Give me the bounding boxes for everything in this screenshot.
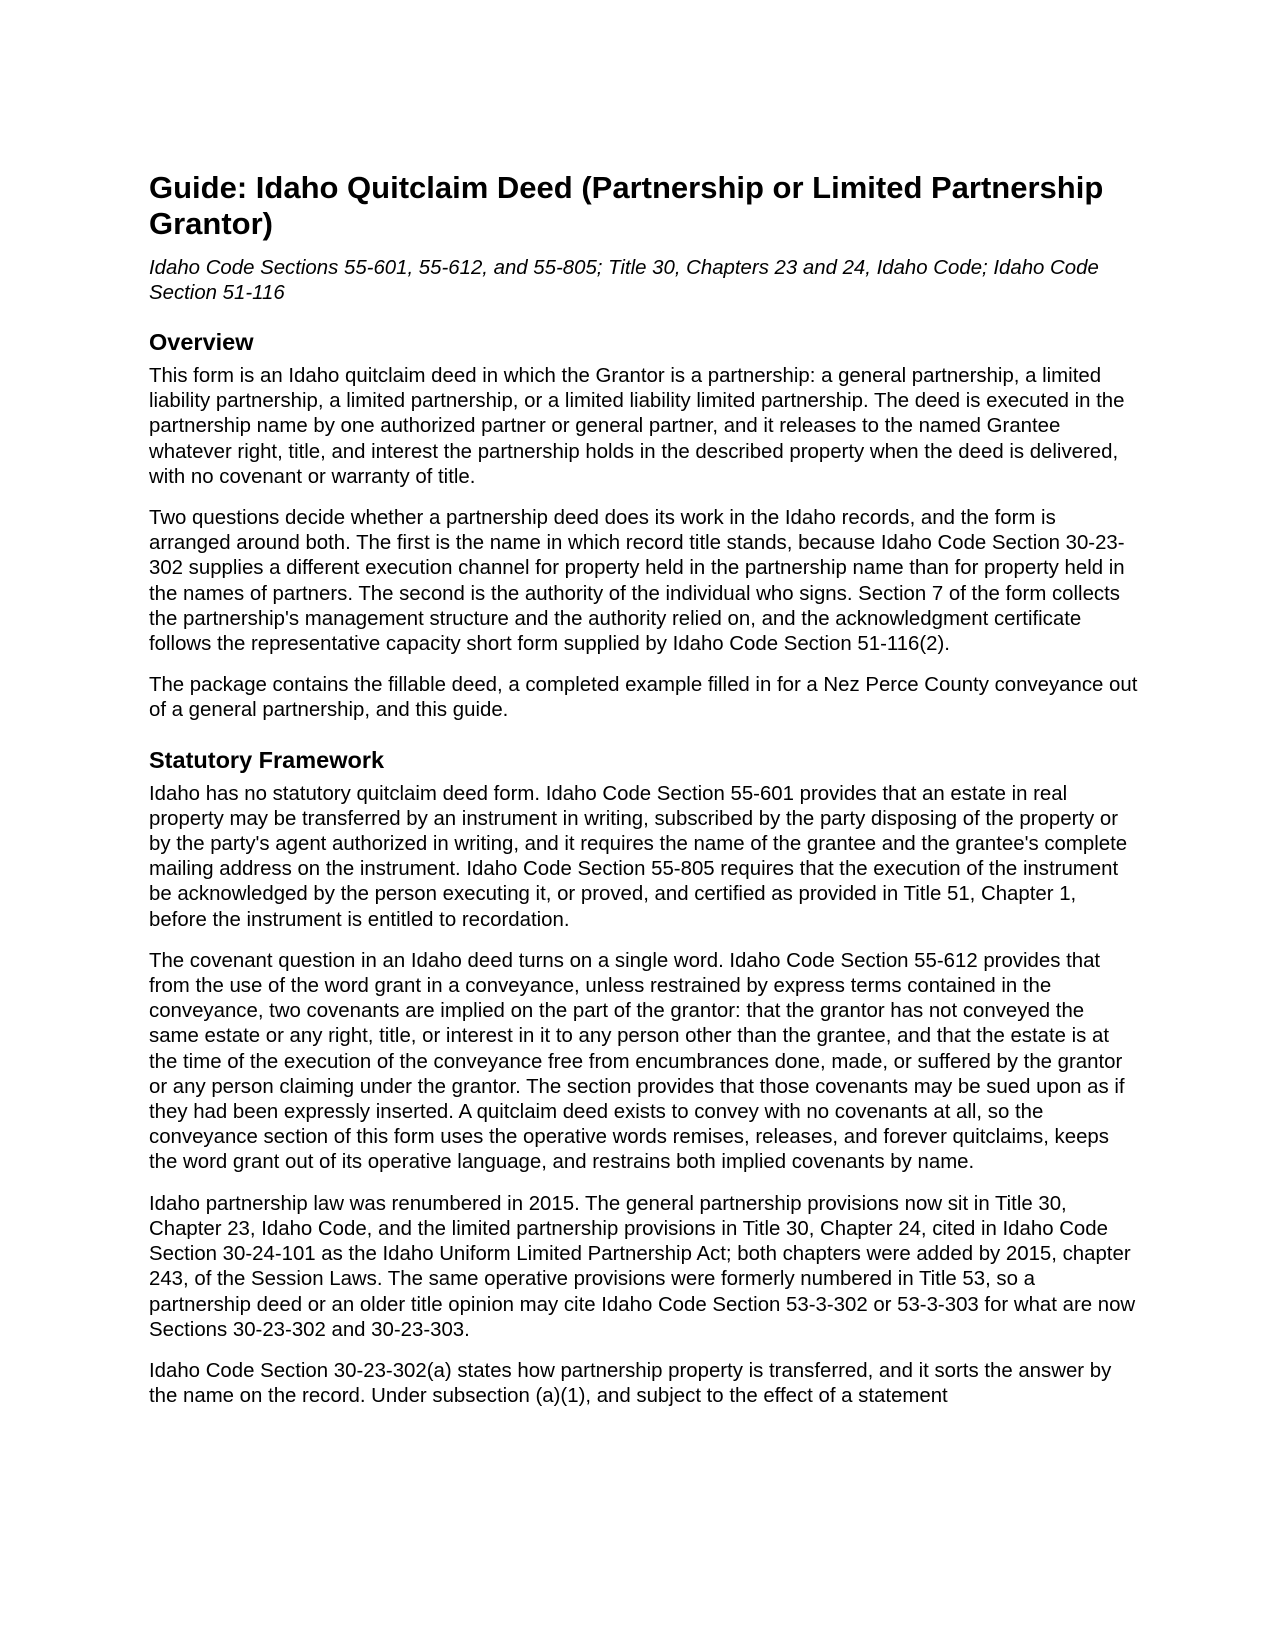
paragraph: The covenant question in an Idaho deed turns on a single word. Idaho Code Section 55-612 provides that from the use of the word grant in a conveyance, unless restrained by express terms contained in the conveyance, two covenants are implied on the part of the grantor: that the grantor has not conveyed the same estate or any right, title, or interest in it to any person other than the grantee, and that the estate is at the time of the execution of the conveyance free from encumbrances done, made, or suffered by the grantor or any person claiming under the grantor. The section provides that those covenants may be sued upon as if they had been expressly inserted. A quitclaim deed exists to convey with no covenants at all, so the conveyance section of this form uses the operative words remises, releases, and forever quitclaims, keeps the word grant out of its operative language, and restrains both implied covenants by name. (149, 949, 1125, 1174)
section-overview (149, 328, 1139, 724)
document-title: Guide: Idaho Quitclaim Deed (Partnership or Limited Partnership Grantor) (149, 170, 1104, 241)
paragraph: This form is an Idaho quitclaim deed in which the Grantor is a partnership: a general partnership, a limited liability partnership, a limited partnership, or a limited liability limited partnership. The deed is executed in the partnership name by one authorized partner or general partner, and it releases to the named Grantee whatever right, title, and interest the partnership holds in the described property when the deed is delivered, with no covenant or warranty of title. (149, 365, 1125, 488)
document-page (149, 170, 1139, 1425)
section-statutory-framework (149, 746, 1139, 1410)
section-heading: Statutory Framework (149, 746, 385, 773)
section-heading: Overview (149, 329, 254, 355)
paragraph: Idaho Code Section 30-23-302(a) states how partnership property is transferred, and it sorts the answer by the name on the record. Under subsection (a)(1), and subject to the effect of a statement (149, 1359, 1112, 1408)
paragraph: Idaho has no statutory quitclaim deed form. Idaho Code Section 55-601 provides that an estate in real property may be transferred by an instrument in writing, subscribed by the party disposing of the property or by the party's agent authorized in writing, and it requires the name of the grantee and the grantee's complete mailing address on the instrument. Idaho Code Section 55-805 requires that the execution of the instrument be acknowledged by the person executing it, or proved, and certified as provided in Title 51, Chapter 1, before the instrument is entitled to recordation. (149, 782, 1128, 931)
paragraph: The package contains the fillable deed, a completed example filled in for a Nez Perce County conveyance out of a general partnership, and this guide. (149, 674, 1138, 722)
paragraph: Idaho partnership law was renumbered in 2015. The general partnership provisions now sit in Title 30, Chapter 23, Idaho Code, and the limited partnership provisions in Title 30, Chapter 24, cited in Idaho Code Section 30-24-101 as the Idaho Uniform Limited Partnership Act; both chapters were added by 2015, chapter 243, of the Session Laws. The same operative provisions were formerly numbered in Title 53, so a partnership deed or an older title opinion may cite Idaho Code Section 53-3-302 or 53-3-303 for what are now Sections 30-23-302 and 30-23-303. (149, 1192, 1136, 1341)
document-subtitle: Idaho Code Sections 55-601, 55-612, and 55-805; Title 30, Chapters 23 and 24, Idaho Code; Idaho Code Section 51-116 (149, 257, 1099, 304)
paragraph: Two questions decide whether a partnership deed does its work in the Idaho records, and the form is arranged around both. The first is the name in which record title stands, because Idaho Code Section 30-23-302 supplies a different execution channel for property held in the partnership name than for property held in the names of partners. The second is the authority of the individual who signs. Section 7 of the form collects the partnership's management structure and the authority relied on, and the acknowledgment certificate follows the representative capacity short form supplied by Idaho Code Section 51-116(2). (149, 507, 1125, 656)
